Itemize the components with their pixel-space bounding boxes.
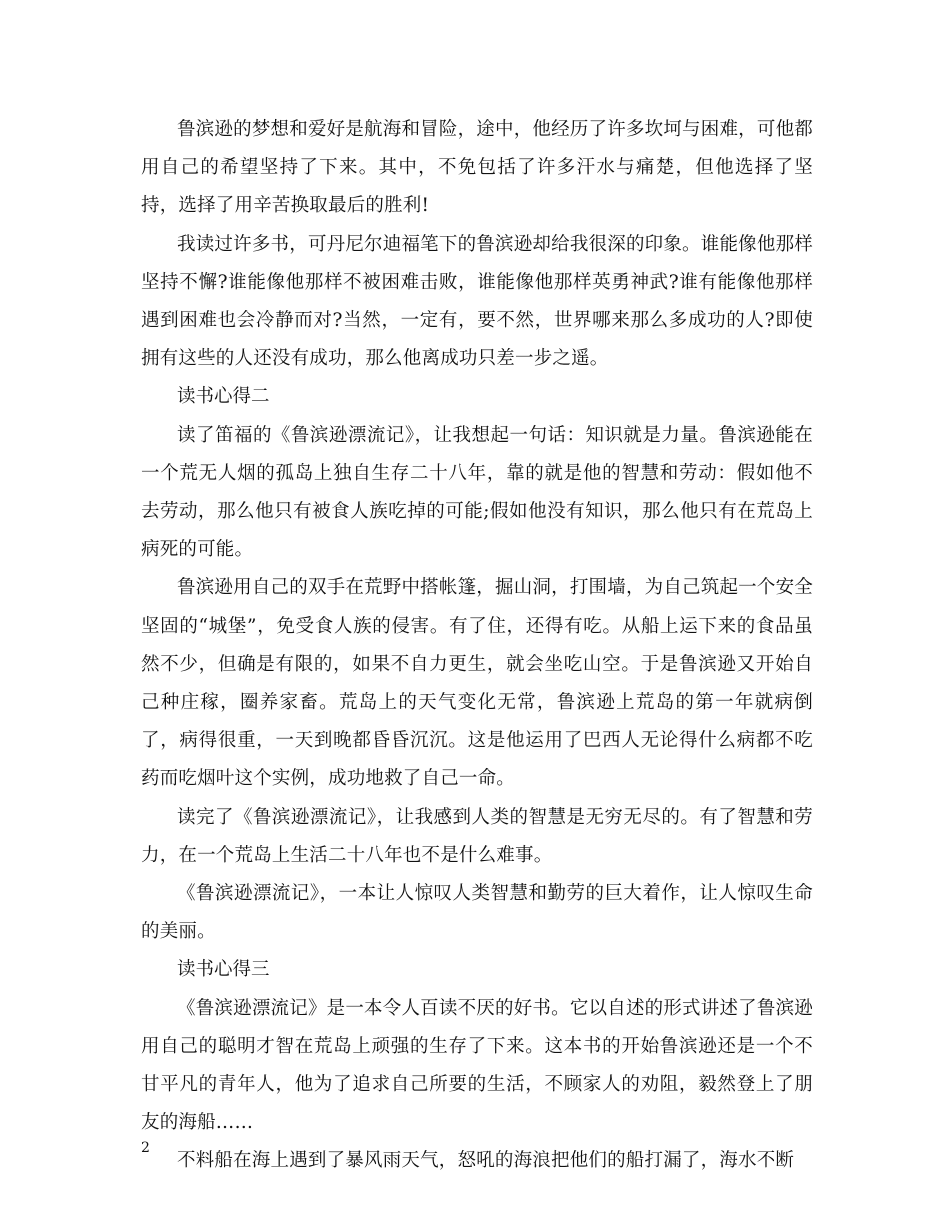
paragraph: 读完了《鲁滨逊漂流记》，让我感到人类的智慧是无穷无尽的。有了智慧和劳力，在一个荒岛上生活二十八年也不是什么难事。 [141, 806, 813, 866]
paragraph: 《鲁滨逊漂流记》，一本让人惊叹人类智慧和勤劳的巨大着作，让人惊叹生命的美丽。 [141, 883, 813, 943]
paragraph: 不料船在海上遇到了暴风雨天气，怒吼的海浪把他们的船打漏了，海水不断 [177, 1150, 795, 1172]
page-number: 2 [141, 1140, 150, 1156]
section-heading: 读书心得三 [177, 959, 270, 981]
paragraph: 鲁滨逊的梦想和爱好是航海和冒险，途中，他经历了许多坎坷与困难，可他都用自己的希望坚持了下来。其中，不免包括了许多汗水与痛楚，但他选择了坚持，选择了用辛苦换取最后的胜利! [141, 119, 813, 217]
paragraph: 读了笛福的《鲁滨逊漂流记》，让我想起一句话：知识就是力量。鲁滨逊能在一个荒无人烟的孤岛上独自生存二十八年，靠的就是他的智慧和劳动：假如他不去劳动，那么他只有被食人族吃掉的可能;假如他没有知识，那么他只有在荒岛上病死的可能。 [141, 424, 813, 561]
paragraph: 《鲁滨逊漂流记》是一本令人百读不厌的好书。它以自述的形式讲述了鲁滨逊用自己的聪明才智在荒岛上顽强的生存了下来。这本书的开始鲁滨逊还是一个不甘平凡的青年人，他为了追求自己所要的生活，不顾家人的劝阻，毅然登上了朋友的海船…… [141, 997, 813, 1134]
paragraph: 鲁滨逊用自己的双手在荒野中搭帐篷，掘山洞，打围墙，为自己筑起一个安全坚固的“城堡”，免受食人族的侵害。有了住，还得有吃。从船上运下来的食品虽然不少，但确是有限的，如果不自力更生，就会坐吃山空。于是鲁滨逊又开始自己种庄稼，圈养家畜。荒岛上的天气变化无常，鲁滨逊上荒岛的第一年就病倒了，病得很重，一天到晚都昏昏沉沉。这是他运用了巴西人无论得什么病都不吃药而吃烟叶这个实例，成功地救了自己一命。 [141, 577, 813, 790]
document-body [141, 111, 813, 1181]
section-heading: 读书心得二 [177, 386, 270, 408]
paragraph: 我读过许多书，可丹尼尔迪福笔下的鲁滨逊却给我很深的印象。谁能像他那样坚持不懈?谁能像他那样不被困难击败，谁能像他那样英勇神武?谁有能像他那样遇到困难也会冷静而对?当然，一定有，要不然，世界哪来那么多成功的人?即使拥有这些的人还没有成功，那么他离成功只差一步之遥。 [141, 233, 813, 370]
